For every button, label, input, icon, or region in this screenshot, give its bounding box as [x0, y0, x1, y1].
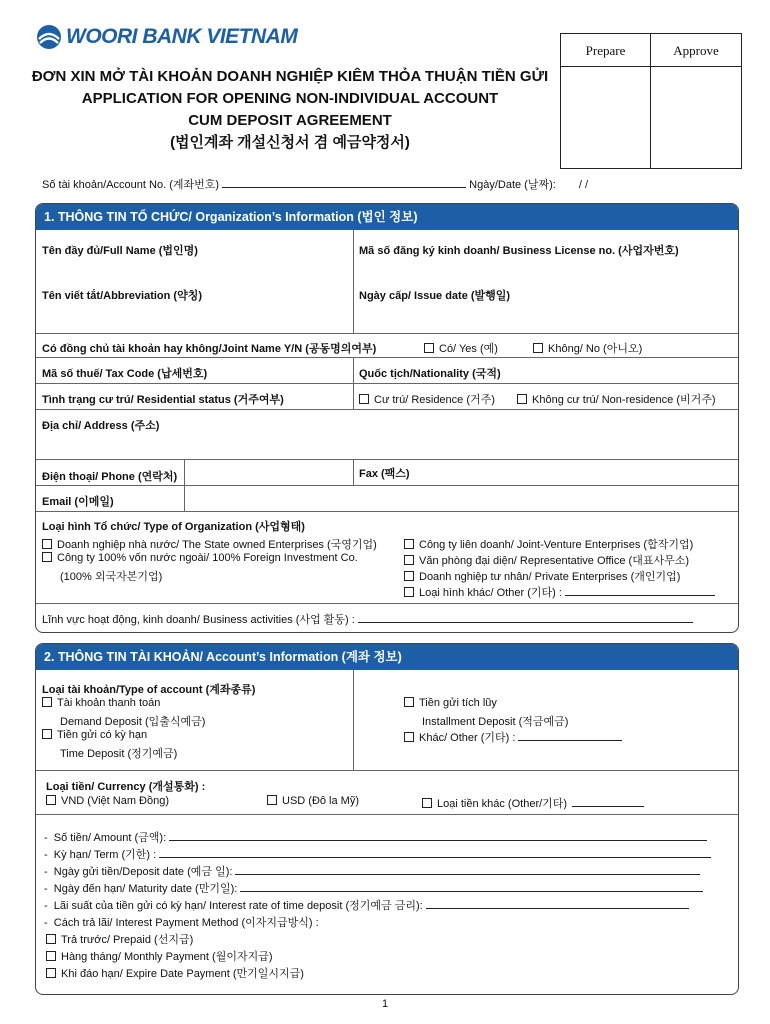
joint-name-row: [36, 333, 738, 358]
form-title: [30, 66, 550, 154]
account-no-label: Số tài khoản/Account No. (계좌번호): [42, 179, 220, 191]
org-type-label: Loại hình Tổ chức/ Type of Organization (사업형태): [42, 521, 305, 533]
phone-label: Điện thoại/ Phone (연락처): [42, 471, 178, 483]
business-license-label: Mã số đăng ký kinh doanh/ Business License no. (사업자번호): [359, 245, 679, 257]
issue-date-label: Ngày cấp/ Issue date (발행일): [359, 290, 511, 302]
phone-row: [36, 459, 738, 486]
abbreviation-label: Tên viết tắt/Abbreviation (약칭): [42, 290, 202, 302]
payment-method-line: - Cách trả lãi/ Interest Payment Method (이자지급방식) :: [44, 917, 319, 929]
demand-deposit-option[interactable]: Tài khoản thanh toán: [42, 697, 160, 709]
checkbox-icon[interactable]: [424, 343, 434, 353]
checkbox-icon[interactable]: [42, 729, 52, 739]
checkbox-icon[interactable]: [267, 795, 277, 805]
amount-field[interactable]: [169, 831, 707, 841]
approve-signature-field[interactable]: [651, 67, 741, 168]
account-type-label: Loại tài khoản/Type of account (계좌종류): [42, 684, 256, 696]
checkbox-icon[interactable]: [404, 587, 414, 597]
time-deposit-option[interactable]: Tiền gửi có kỳ hạn: [42, 729, 147, 741]
checkbox-icon[interactable]: [42, 552, 52, 562]
residence-option[interactable]: Cư trú/ Residence (거주): [359, 391, 495, 407]
divider: [184, 486, 185, 512]
org-private-option[interactable]: Doanh nghiệp tư nhân/ Private Enterprises (개인기업): [404, 568, 680, 584]
address-label: Địa chỉ/ Address (주소): [42, 420, 160, 432]
business-activities-field[interactable]: [358, 613, 693, 623]
org-state-option[interactable]: Doanh nghiệp nhà nước/ The State owned Enterprises (국영기업): [42, 536, 377, 552]
date-label: Ngày/Date (날짜):: [469, 179, 556, 191]
residential-status-label: Tình trạng cư trú/ Residential status (거주여부): [42, 394, 284, 406]
installment-en: Installment Deposit (적금예금): [422, 716, 569, 728]
checkbox-icon[interactable]: [404, 697, 414, 707]
checkbox-icon[interactable]: [517, 394, 527, 404]
monthly-option[interactable]: Hàng tháng/ Monthly Payment (월이자지급): [46, 948, 273, 964]
checkbox-icon[interactable]: [422, 798, 432, 808]
installment-option[interactable]: Tiền gửi tích lũy: [404, 697, 497, 709]
currency-label: Loại tiền/ Currency (개설통화) :: [46, 781, 206, 793]
vnd-option[interactable]: VND (Việt Nam Đồng): [46, 795, 169, 807]
divider: [353, 384, 354, 410]
checkbox-icon[interactable]: [46, 951, 56, 961]
email-row: [36, 485, 738, 512]
maturity-date-field[interactable]: [240, 882, 703, 892]
logo-text: WOORI BANK VIETNAM: [66, 25, 298, 48]
title-kr: (법인계좌 개설신청서 겸 예금약정서): [170, 134, 410, 151]
joint-name-label: Có đồng chủ tài khoản hay không/Joint Name Y/N (공동명의여부): [42, 343, 377, 355]
date-field[interactable]: / /: [578, 179, 589, 191]
amount-line: - Số tiền/ Amount (금액):: [44, 829, 707, 845]
divider: [353, 358, 354, 384]
logo-icon: [36, 24, 62, 50]
other-currency-option[interactable]: Loại tiền khác (Other/기타): [422, 795, 644, 811]
title-en-1: APPLICATION FOR OPENING NON-INDIVIDUAL ACCOUNT: [81, 90, 499, 107]
org-jv-option[interactable]: Công ty liên doanh/ Joint-Venture Enterprises (합작기업): [404, 536, 693, 552]
term-field[interactable]: [159, 848, 711, 858]
business-activities-row: [36, 603, 738, 633]
nationality-label: Quốc tịch/Nationality (국적): [359, 368, 501, 380]
title-en-2: CUM DEPOSIT AGREEMENT: [188, 112, 392, 129]
divider: [184, 460, 185, 486]
checkbox-icon[interactable]: [42, 697, 52, 707]
org-foreign-kr: (100% 외국자본기업): [60, 571, 163, 583]
usd-option[interactable]: USD (Đô la Mỹ): [267, 795, 359, 807]
business-activities-label: Lĩnh vực hoạt động, kinh doanh/ Business activities (사업 활동) :: [42, 611, 693, 627]
interest-rate-field[interactable]: [426, 899, 689, 909]
checkbox-icon[interactable]: [404, 539, 414, 549]
time-deposit-en: Time Deposit (정기예금): [60, 748, 178, 760]
term-line: - Kỳ hạn/ Term (기한) :: [44, 846, 711, 862]
maturity-date-line: - Ngày đến hạn/ Maturity date (만기일):: [44, 880, 703, 896]
org-type-row: [36, 511, 738, 604]
checkbox-icon[interactable]: [42, 539, 52, 549]
checkbox-icon[interactable]: [46, 795, 56, 805]
org-other-option[interactable]: Loại hình khác/ Other (기타) :: [404, 584, 715, 600]
checkbox-icon[interactable]: [359, 394, 369, 404]
account-other-field[interactable]: [518, 731, 622, 741]
org-rep-option[interactable]: Văn phòng đại diện/ Representative Office (대표사무소): [404, 552, 689, 568]
deposit-details: [36, 814, 738, 995]
checkbox-icon[interactable]: [533, 343, 543, 353]
org-foreign-option[interactable]: Công ty 100% vốn nước ngoài/ 100% Foreign Investment Co.: [42, 552, 358, 564]
approval-box: [560, 33, 742, 169]
org-other-field[interactable]: [565, 586, 715, 596]
page-number: 1: [381, 998, 389, 1010]
section1-heading: 1. THÔNG TIN TỔ CHỨC/ Organization’s Information (법인 정보): [36, 204, 738, 230]
account-date-line: [42, 176, 588, 192]
divider: [353, 670, 354, 770]
prepare-signature-field[interactable]: [561, 67, 651, 168]
organization-section: [35, 203, 739, 633]
divider: [353, 230, 354, 333]
deposit-date-field[interactable]: [235, 865, 700, 875]
joint-yes-option[interactable]: Có/ Yes (예): [424, 340, 498, 356]
prepaid-option[interactable]: Trả trước/ Prepaid (선지급): [46, 931, 193, 947]
tax-row: [36, 357, 738, 384]
other-currency-field[interactable]: [572, 797, 644, 807]
non-residence-option[interactable]: Không cư trú/ Non-residence (비거주): [517, 391, 716, 407]
residential-row: [36, 383, 738, 410]
title-vn: ĐƠN XIN MỞ TÀI KHOẢN DOANH NGHIỆP KIÊM THỎA THUẬN TIỀN GỬI: [31, 68, 549, 85]
account-no-field[interactable]: [222, 178, 466, 188]
interest-rate-line: - Lãi suất của tiền gửi có kỳ hạn/ Interest rate of time deposit (정기예금 금리):: [44, 897, 689, 913]
fax-label: Fax (팩스): [359, 468, 410, 480]
checkbox-icon[interactable]: [46, 934, 56, 944]
approve-label: Approve: [651, 34, 741, 67]
address-row: [36, 409, 738, 460]
account-other-option[interactable]: Khác/ Other (기타) :: [404, 729, 622, 745]
joint-no-option[interactable]: Không/ No (아니오): [533, 340, 642, 356]
bank-logo: [36, 24, 297, 50]
section2-heading: 2. THÔNG TIN TÀI KHOẢN/ Account’s Information (계좌 정보): [36, 644, 738, 670]
email-label: Email (이메일): [42, 496, 114, 508]
account-section: [35, 643, 739, 995]
expire-option[interactable]: Khi đáo hạn/ Expire Date Payment (만기일시지급): [46, 965, 304, 981]
demand-deposit-en: Demand Deposit (입출식예금): [60, 716, 206, 728]
currency-row: [36, 770, 738, 815]
checkbox-icon[interactable]: [404, 732, 414, 742]
full-name-label: Tên đầy đủ/Full Name (법인명): [42, 245, 198, 257]
checkbox-icon[interactable]: [404, 555, 414, 565]
prepare-label: Prepare: [561, 34, 651, 67]
deposit-date-line: - Ngày gửi tiền/Deposit date (예금 일):: [44, 863, 700, 879]
checkbox-icon[interactable]: [404, 571, 414, 581]
checkbox-icon[interactable]: [46, 968, 56, 978]
tax-code-label: Mã số thuế/ Tax Code (납세번호): [42, 368, 208, 380]
divider: [353, 460, 354, 486]
